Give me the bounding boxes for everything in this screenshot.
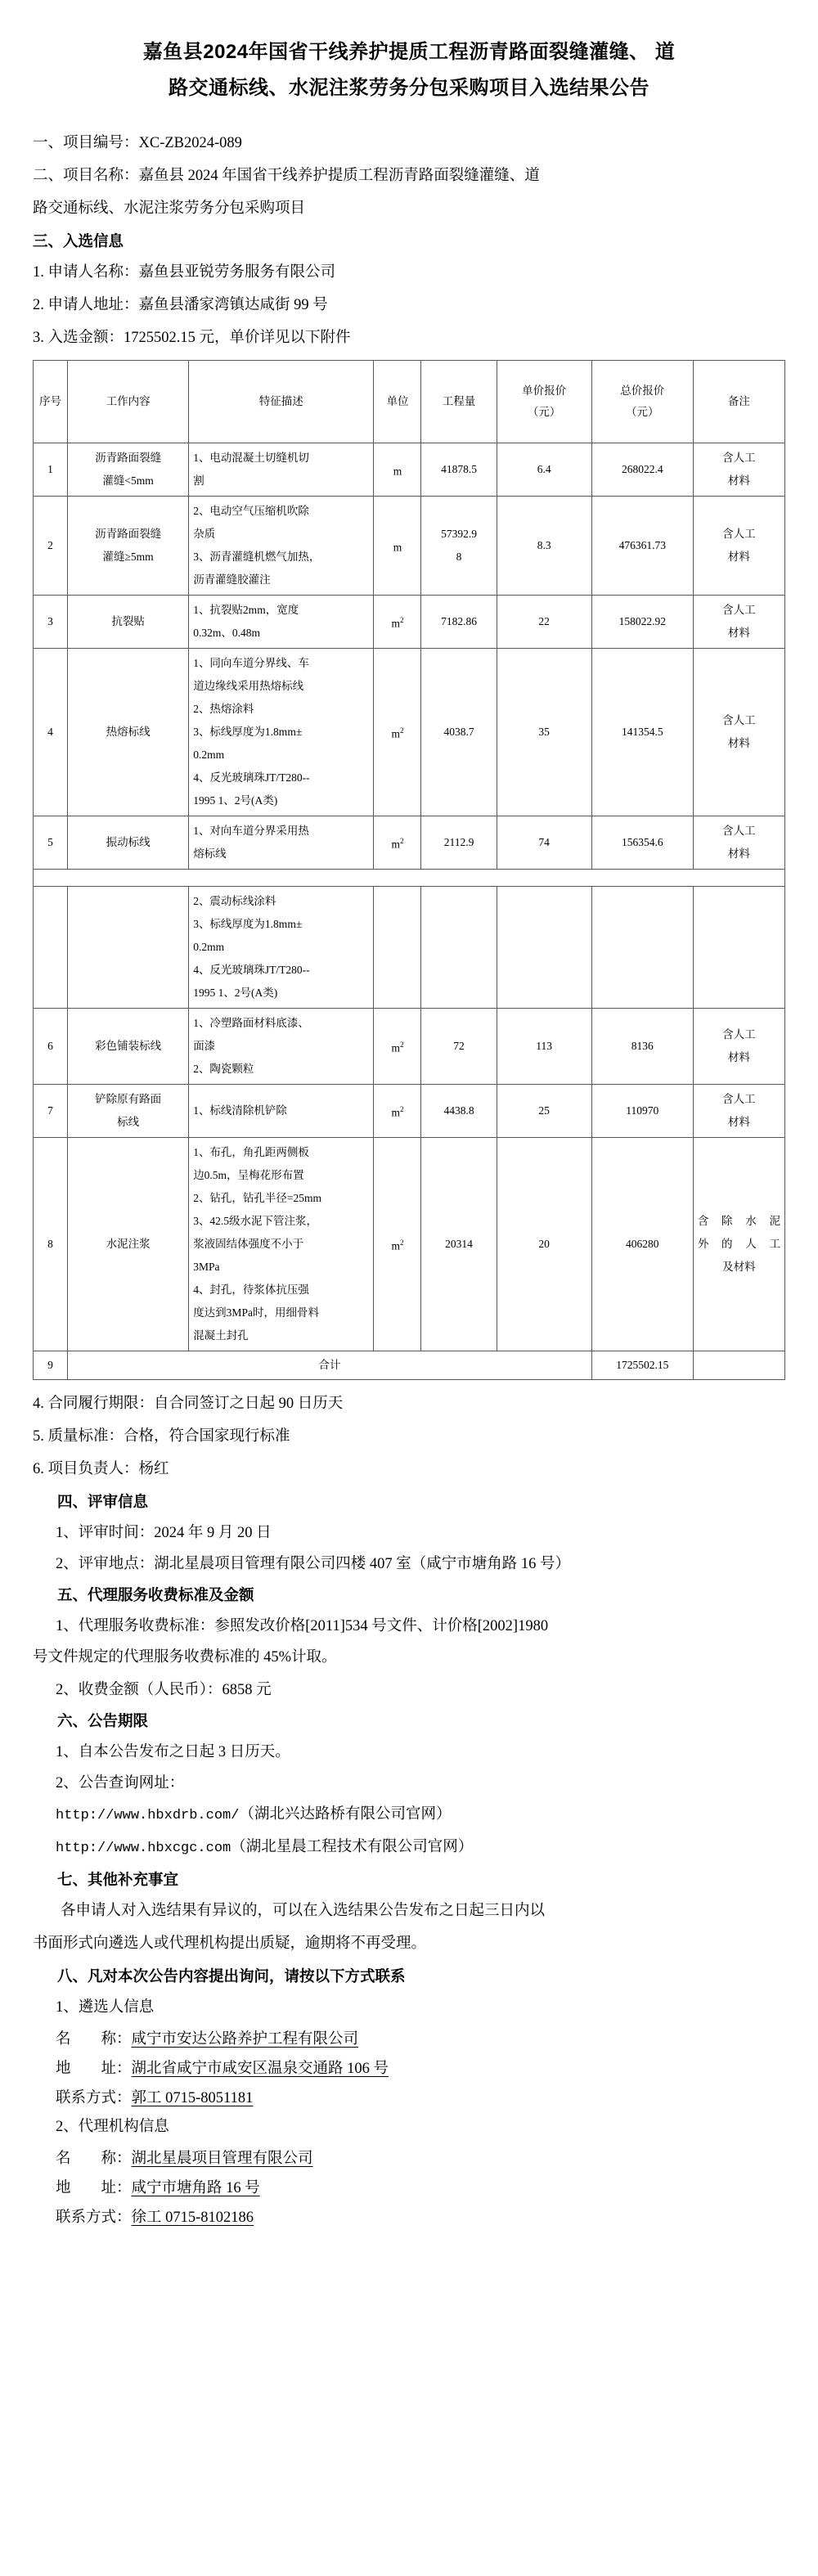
cell-serial-no: 7 (34, 1085, 68, 1138)
applicant-name: 1. 申请人名称：嘉鱼县亚锐劳务服务有限公司 (33, 264, 336, 281)
desc-line: 2、钻孔，钻孔半径=25mm (193, 1192, 322, 1204)
unit-text: m (393, 541, 402, 554)
desc-line: 边0.5m，呈梅花形布置 (193, 1169, 304, 1181)
desc-line: 道边缘线采用热熔标线 (193, 680, 304, 692)
th-total-price (591, 361, 693, 443)
unit-text: m (391, 838, 400, 851)
cell-remark (693, 1085, 784, 1138)
agency-fee-amount: 2、收费金额（人民币）：6858 元 (56, 1682, 272, 1698)
th-total-price-line2: （元） (626, 406, 659, 418)
announcement-urls-label: 2、公告查询网址： (56, 1775, 185, 1792)
cell-unit-price: 113 (497, 1009, 591, 1085)
table-row (34, 1138, 785, 1351)
cell-quantity: 2112.9 (421, 816, 497, 870)
cell-feature-description (189, 649, 374, 816)
selector-address-value: 湖北省咸宁市咸安区温泉交通路 106 号 (131, 2061, 389, 2077)
th-quantity: 工程量 (421, 361, 497, 443)
page-title-line-1: 嘉鱼县2024年国省干线养护提质工程沥青路面裂缝灌缝、 道 (142, 41, 676, 63)
applicant-address: 2. 申请人地址：嘉鱼县潘家湾镇达咸街 99 号 (33, 297, 328, 313)
cell-unit-price: 25 (497, 1085, 591, 1138)
work-line: 灌缝<5mm (102, 474, 154, 487)
unit-exponent: 2 (399, 726, 404, 735)
table-header-row (34, 361, 785, 443)
page-title-line-2: 路交通标线、水泥注浆劳务分包采购项目入选结果公告 (169, 77, 649, 99)
cell-unit (374, 443, 421, 497)
cell-work-content (68, 887, 189, 1009)
unit-exponent: 2 (399, 1104, 404, 1113)
cell-unit-price (497, 887, 591, 1009)
table-row (34, 887, 785, 1009)
cell-summary-serial-no: 9 (34, 1351, 68, 1380)
desc-line: 4、反光玻璃珠JT/T280-- (193, 771, 310, 784)
unit-text: m (393, 465, 402, 478)
desc-line: 2、热熔涂料 (193, 703, 254, 715)
agency-contact-row (33, 2203, 785, 2232)
cell-quantity: 20314 (421, 1138, 497, 1351)
agency-name-label: 名 称： (56, 2151, 132, 2167)
cell-remark (693, 497, 784, 596)
table-row (34, 1009, 785, 1085)
cell-feature-description (189, 497, 374, 596)
remark-line: 材料 (727, 627, 750, 639)
cell-unit (374, 816, 421, 870)
project-leader: 6. 项目负责人：杨红 (33, 1461, 169, 1477)
other-matters-body-1: 各申请人对入选结果有异议的，可以在入选结果公告发布之日起三日内以 (61, 1903, 546, 1919)
table-row (34, 497, 785, 596)
cell-serial-no: 6 (34, 1009, 68, 1085)
cell-quantity: 7182.86 (421, 596, 497, 649)
cell-quantity (421, 887, 497, 1009)
remark-line: 含人工 (722, 452, 756, 464)
remark-line: 材料 (727, 737, 750, 749)
table-body (34, 443, 785, 1380)
cell-unit (374, 596, 421, 649)
desc-line: 0.2mm (193, 941, 225, 953)
cell-unit-price: 74 (497, 816, 591, 870)
cell-remark (693, 887, 784, 1009)
bid-items-table (33, 360, 785, 1380)
qty-line: 57392.9 (441, 528, 477, 540)
cell-quantity: 4038.7 (421, 649, 497, 816)
review-time: 1、评审时间：2024 年 9 月 20 日 (56, 1525, 272, 1541)
cell-total-price: 110970 (591, 1085, 693, 1138)
cell-total-price: 156354.6 (591, 816, 693, 870)
cell-unit (374, 1085, 421, 1138)
announcement-url-row-2 (33, 1833, 785, 1863)
contract-duration: 4. 合同履行期限：自合同签订之日起 90 日历天 (33, 1396, 344, 1412)
desc-line: 2、电动空气压缩机吹除 (193, 505, 309, 517)
announcement-url-1-note: （湖北兴达路桥有限公司官网） (239, 1806, 452, 1823)
cell-remark (693, 649, 784, 816)
agency-fee-standard-cont: 号文件规定的代理服务收费标准的 45%计取。 (33, 1649, 337, 1666)
table-row (34, 443, 785, 497)
cell-serial-no: 4 (34, 649, 68, 816)
cell-remark (693, 816, 784, 870)
cell-work-content: 抗裂贴 (68, 596, 189, 649)
desc-line: 3、标线厚度为1.8mm± (193, 918, 303, 930)
unit-text: m (391, 1106, 400, 1119)
announcement-url-2-note: （湖北星晨工程技术有限公司官网） (231, 1839, 474, 1855)
desc-line: 0.32m、0.48m (193, 627, 260, 639)
remark-line: 外的人工 (697, 1238, 780, 1250)
cell-serial-no: 2 (34, 497, 68, 596)
remark-line: 材料 (727, 474, 750, 487)
agency-name-value: 湖北星晨项目管理有限公司 (131, 2151, 313, 2167)
cell-feature-description (189, 1138, 374, 1351)
cell-quantity (421, 497, 497, 596)
remark-line: 含人工 (722, 825, 756, 837)
selector-name-row (33, 2025, 785, 2054)
cell-feature-description (189, 887, 374, 1009)
th-unit-price (497, 361, 591, 443)
desc-line: 3、42.5级水泥下管注浆， (193, 1215, 318, 1227)
cell-total-price: 8136 (591, 1009, 693, 1085)
table-page-break-gap (34, 870, 785, 887)
selector-contact-value: 郭工 0715-8051181 (131, 2090, 254, 2106)
th-feature-description: 特征描述 (189, 361, 374, 443)
cell-total-price: 141354.5 (591, 649, 693, 816)
cell-unit (374, 497, 421, 596)
unit-text: m (391, 727, 400, 740)
section-project-name: 二、项目名称：嘉鱼县 2024 年国省干线养护提质工程沥青路面裂缝灌缝、道 (33, 168, 540, 184)
cell-unit-price: 8.3 (497, 497, 591, 596)
desc-line: 混凝土封孔 (193, 1329, 249, 1342)
contact-group-selector-label: 1、遴选人信息 (56, 1999, 155, 2016)
cell-total-price (591, 887, 693, 1009)
desc-line: 2、震动标线涂料 (193, 895, 276, 907)
other-matters-body-2: 书面形式向遴选人或代理机构提出质疑，逾期将不再受理。 (33, 1935, 427, 1952)
cell-remark (693, 596, 784, 649)
section-project-number: 一、项目编号：XC-ZB2024-089 (33, 135, 242, 151)
section-heading-selection-info: 三、入选信息 (33, 232, 124, 250)
cell-unit (374, 887, 421, 1009)
desc-line: 1、冷塑路面材料底漆、 (193, 1017, 309, 1029)
cell-serial-no: 3 (34, 596, 68, 649)
cell-total-price: 158022.92 (591, 596, 693, 649)
cell-quantity: 72 (421, 1009, 497, 1085)
work-line: 铲除原有路面 (95, 1093, 162, 1105)
cell-remark (693, 443, 784, 497)
table-row (34, 816, 785, 870)
work-line: 沥青路面裂缝 (95, 528, 162, 540)
section-heading-review-info: 四、评审信息 (57, 1493, 149, 1510)
cell-total-price: 476361.73 (591, 497, 693, 596)
work-line: 标线 (117, 1116, 140, 1128)
unit-exponent: 2 (399, 1040, 404, 1049)
cell-unit (374, 1009, 421, 1085)
work-line: 沥青路面裂缝 (95, 452, 162, 464)
cell-feature-description (189, 816, 374, 870)
cell-work-content: 热熔标线 (68, 649, 189, 816)
cell-feature-description (189, 1085, 374, 1138)
cell-work-content: 彩色铺装标线 (68, 1009, 189, 1085)
desc-line: 1、标线清除机铲除 (193, 1104, 287, 1117)
desc-line: 1、同向车道分界线、车 (193, 657, 309, 669)
announcement-url-2[interactable]: http://www.hbxcgc.com (56, 1841, 231, 1856)
cell-work-content: 振动标线 (68, 816, 189, 870)
cell-quantity: 41878.5 (421, 443, 497, 497)
desc-line: 熔标线 (193, 847, 227, 860)
table-row (34, 596, 785, 649)
desc-line: 3、沥青灌缝机燃气加热， (193, 551, 321, 563)
remark-line: 材料 (727, 847, 750, 860)
cell-unit-price: 22 (497, 596, 591, 649)
cell-total-price: 406280 (591, 1138, 693, 1351)
remark-line: 含人工 (722, 1028, 756, 1041)
section-heading-agency-fee: 五、代理服务收费标准及金额 (57, 1586, 254, 1603)
cell-unit-price: 35 (497, 649, 591, 816)
desc-line: 度达到3MPa时，用细骨料 (193, 1306, 319, 1319)
remark-line: 含除水泥 (697, 1215, 780, 1227)
selector-address-row (33, 2054, 785, 2084)
cell-unit (374, 1138, 421, 1351)
section-heading-contact: 八、凡对本次公告内容提出询问，请按以下方式联系 (57, 1967, 406, 1985)
desc-line: 3MPa (193, 1261, 220, 1273)
agency-fee-standard: 1、代理服务收费标准：参照发改价格[2011]534 号文件、计价格[2002]1980 (56, 1618, 549, 1634)
selector-name-label: 名 称： (56, 2031, 132, 2048)
cell-summary-total: 1725502.15 (591, 1351, 693, 1380)
document-body (33, 129, 785, 2232)
remark-line: 含人工 (722, 528, 756, 540)
qty-line: 8 (456, 551, 462, 563)
cell-unit-price: 20 (497, 1138, 591, 1351)
th-total-price-line1: 总价报价 (620, 384, 665, 397)
remark-line: 材料 (727, 1116, 750, 1128)
unit-text: m (391, 1239, 400, 1252)
desc-line: 1、对向车道分界采用热 (193, 825, 309, 837)
selector-name-value: 咸宁市安达公路养护工程有限公司 (131, 2031, 359, 2048)
unit-text: m (391, 1041, 400, 1054)
section-project-name-cont: 路交通标线、水泥注浆劳务分包采购项目 (33, 200, 306, 217)
remark-line: 材料 (727, 1051, 750, 1063)
work-line: 灌缝≥5mm (102, 551, 154, 563)
cell-summary-remark (693, 1351, 784, 1380)
th-unit-price-line2: （元） (527, 406, 561, 418)
agency-address-label: 地 址： (56, 2180, 132, 2196)
cell-serial-no: 1 (34, 443, 68, 497)
desc-line: 1995 1、2号(A类) (193, 794, 278, 807)
desc-line: 1995 1、2号(A类) (193, 987, 278, 999)
agency-address-row (33, 2174, 785, 2203)
announcement-url-1[interactable]: http://www.hbxdrb.com/ (56, 1808, 240, 1823)
remark-line: 材料 (727, 551, 750, 563)
cell-quantity: 4438.8 (421, 1085, 497, 1138)
quality-standard: 5. 质量标准：合格，符合国家现行标准 (33, 1428, 290, 1445)
th-remark: 备注 (693, 361, 784, 443)
desc-line: 沥青灌缝胶灌注 (193, 573, 271, 586)
agency-contact-value: 徐工 0715-8102186 (131, 2210, 254, 2226)
cell-work-content (68, 1085, 189, 1138)
remark-line: 含人工 (722, 1093, 756, 1105)
desc-line: 浆液固结体强度不小于 (193, 1238, 304, 1250)
cell-summary-label: 合计 (68, 1351, 592, 1380)
announcement-url-row-1 (33, 1801, 785, 1830)
cell-feature-description (189, 443, 374, 497)
cell-remark (693, 1138, 784, 1351)
th-serial-no: 序号 (34, 361, 68, 443)
cell-work-content: 水泥注浆 (68, 1138, 189, 1351)
desc-line: 2、陶瓷颗粒 (193, 1063, 254, 1075)
agency-contact-label: 联系方式： (56, 2210, 132, 2226)
cell-serial-no: 8 (34, 1138, 68, 1351)
selector-contact-label: 联系方式： (56, 2090, 132, 2106)
review-location: 2、评审地点：湖北星晨项目管理有限公司四楼 407 室（咸宁市塘角路 16 号） (56, 1556, 571, 1572)
page-title (44, 34, 774, 111)
desc-line: 3、标线厚度为1.8mm± (193, 726, 303, 738)
table-summary-row (34, 1351, 785, 1380)
desc-line: 1、布孔，角孔距两侧板 (193, 1146, 309, 1158)
contact-group-agency-label: 2、代理机构信息 (56, 2119, 169, 2135)
section-heading-other-matters: 七、其他补充事宜 (57, 1871, 179, 1888)
remark-line: 含人工 (722, 714, 756, 726)
cell-serial-no: 5 (34, 816, 68, 870)
selector-address-label: 地 址： (56, 2061, 132, 2077)
selected-amount: 3. 入选金额：1725502.15 元，单价详见以下附件 (33, 330, 351, 346)
remark-line: 含人工 (722, 604, 756, 616)
cell-work-content (68, 443, 189, 497)
table-row (34, 649, 785, 816)
cell-total-price: 268022.4 (591, 443, 693, 497)
unit-exponent: 2 (399, 615, 404, 624)
section-heading-announcement-period: 六、公告期限 (57, 1712, 149, 1729)
desc-line: 4、封孔，待浆体抗压强 (193, 1284, 309, 1296)
selector-contact-row (33, 2084, 785, 2113)
desc-line: 4、反光玻璃珠JT/T280-- (193, 964, 310, 976)
unit-exponent: 2 (399, 1238, 404, 1247)
cell-unit (374, 649, 421, 816)
cell-work-content (68, 497, 189, 596)
th-unit-price-line1: 单价报价 (522, 384, 567, 397)
agency-address-value: 咸宁市塘角路 16 号 (131, 2180, 260, 2196)
cell-serial-no (34, 887, 68, 1009)
announcement-duration: 1、自本公告发布之日起 3 日历天。 (56, 1744, 290, 1760)
remark-line: 及材料 (722, 1261, 756, 1273)
desc-line: 割 (193, 474, 204, 487)
unit-text: m (391, 617, 400, 630)
unit-exponent: 2 (399, 836, 404, 845)
desc-line: 杂质 (193, 528, 216, 540)
desc-line: 1、电动混凝土切缝机切 (193, 452, 309, 464)
cell-feature-description (189, 596, 374, 649)
desc-line: 1、抗裂贴2mm，宽度 (193, 604, 299, 616)
th-unit: 单位 (374, 361, 421, 443)
desc-line: 0.2mm (193, 749, 225, 761)
cell-remark (693, 1009, 784, 1085)
desc-line: 面漆 (193, 1040, 216, 1052)
table-row (34, 1085, 785, 1138)
agency-name-row (33, 2144, 785, 2174)
cell-feature-description (189, 1009, 374, 1085)
cell-unit-price: 6.4 (497, 443, 591, 497)
th-work-content: 工作内容 (68, 361, 189, 443)
